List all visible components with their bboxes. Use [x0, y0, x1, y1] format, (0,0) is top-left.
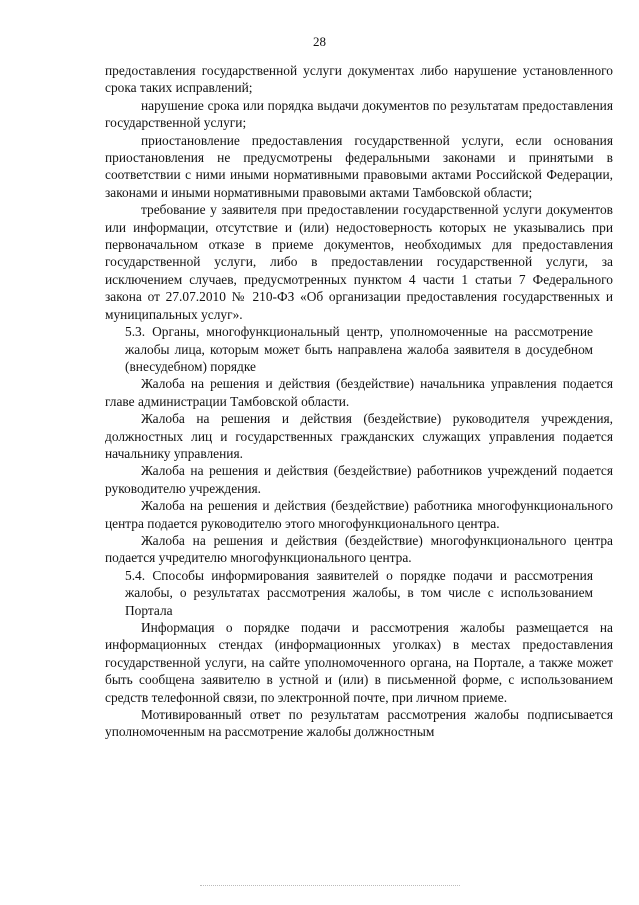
paragraph-continuation: предоставления государственной услуги документах либо нарушение установленного срока таких исправлений; [105, 63, 613, 96]
section-5-3-paragraph: Жалоба на решения и действия (бездействие) работников учреждений подается руководителю учреждения. [105, 463, 613, 496]
document-body [105, 62, 613, 741]
section-5-3-paragraph: Жалоба на решения и действия (бездействие) работника многофункционального центра подается руководителю этого многофункционального центра. [105, 498, 613, 531]
paragraph-deadline-violation: нарушение срока или порядка выдачи документов по результатам предоставления государственной услуги; [105, 97, 613, 131]
section-5-4-paragraph: Информация о порядке подачи и рассмотрения жалобы размещается на информационных стендах (информационных уголках) в местах предоставления государственной услуги, на сайте уполномоченного органа, на Портале, а также может быть сообщена заявителю в устной и (или) в письменной форме, с использованием средств телефонной связи, по электронной почте, при личном приеме. [105, 620, 613, 705]
section-5-3-paragraph: Жалоба на решения и действия (бездействие) начальника управления подается главе администрации Тамбовской области. [105, 376, 613, 409]
page-number: 28 [313, 34, 326, 49]
paragraph-suspension: приостановление предоставления государственной услуги, если основания приостановления не предусмотрены федеральными законами и принятыми в соответствии с ними иными нормативными правовыми актами Российской Федерации, законами и иными нормативными правовыми актами Тамбовской области; [105, 132, 613, 200]
scan-artifact-line [200, 885, 460, 886]
section-5-3-paragraph: Жалоба на решения и действия (бездействие) многофункционального центра подается учредителю многофункционального центра. [105, 532, 613, 566]
section-5-4-heading: 5.4. Способы информирования заявителей о порядке подачи и рассмотрения жалобы, о результатах рассмотрения жалобы, в том числе с использованием Портала [125, 567, 593, 618]
paragraph-document-requirement: требование у заявителя при предоставлении государственной услуги документов или информации, отсутствие и (или) недостоверность которых не указывались при первоначальном отказе в приеме документов, необходимых для предоставления государственной услуги, либо в предоставлении государственной услуги, за исключением случаев, предусмотренных пунктом 4 части 1 статьи 7 Федерального закона от 27.07.2010 № 210-ФЗ «Об организации предоставления государственных и муниципальных услуг». [105, 202, 613, 322]
section-5-3-paragraph: Жалоба на решения и действия (бездействие) руководителя учреждения, должностных лиц и государственных гражданских служащих управления подается начальнику управления. [105, 411, 613, 461]
section-5-3-heading: 5.3. Органы, многофункциональный центр, уполномоченные на рассмотрение жалобы лица, которым может быть направлена жалоба заявителя в досудебном (внесудебном) порядке [125, 324, 593, 374]
section-5-4-paragraph: Мотивированный ответ по результатам рассмотрения жалобы подписывается уполномоченным на рассмотрение жалобы должностным [105, 707, 613, 740]
